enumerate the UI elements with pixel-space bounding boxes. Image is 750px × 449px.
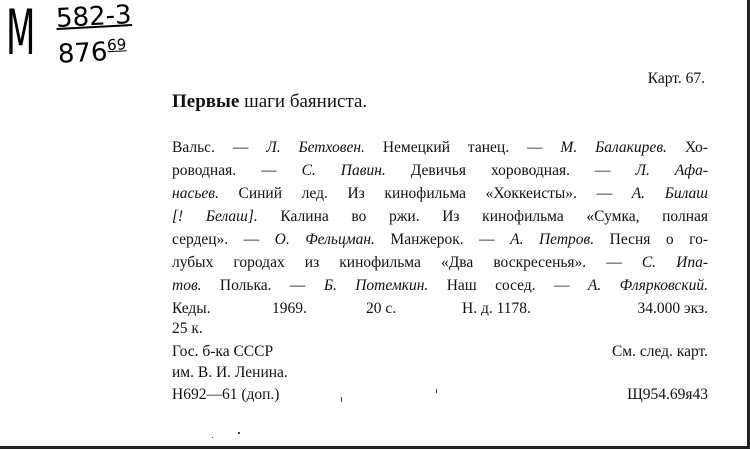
print-speck [341,397,342,402]
footer-line-2 [172,362,708,384]
contents-line: [! Белаш]. Калина во ржи. Из кинофильма «Сумка, полная [172,208,708,225]
imprint-year: 1969. [272,300,307,317]
title-rest: шаги баяниста. [239,91,368,112]
contents-line: тов. Полька. — Б. Потемкин. Наш сосед. — А. Фляpковский. [172,277,708,294]
title-bold: Первые [172,91,240,112]
card-number: Карт. 67. [647,70,705,87]
contents-line: Вальс. — Л. Бетховен. Немецкий танец. — М. Балакирев. Хо- [172,139,708,156]
print-speck [212,437,213,438]
contents-line: насьев. Синий лед. Из кинофильма «Хоккеисты». — А. Билаш [172,185,708,202]
handwritten-shelf-superscript: 69 [106,35,127,55]
classification-code: Щ954.69я43 [627,386,708,403]
imprint-line [172,298,708,320]
handwritten-shelf-bottom [57,36,127,73]
order-number: Н692—61 (доп.) [172,386,280,403]
imprint-copies: 34.000 экз. [637,300,708,317]
handwritten-letter: M [6,0,36,69]
contents-line: лубых городах из кинофильма «Два воскресенья». — С. Ипа- [172,254,708,271]
imprint-pages: 20 с. [366,300,397,317]
contents-line: сердец». — О. Фельцман. Манжерок. — А. Петров. Песня о го- [172,231,708,248]
library-name-2: им. В. И. Ленина. [172,364,288,381]
print-speck [238,432,240,434]
price-line [172,318,708,340]
handwritten-shelf-top: 582-3 [55,0,133,34]
footer-line-1 [172,341,708,363]
print-speck [436,389,437,393]
see-next-card: См. след. карт. [611,343,708,360]
imprint-price: 25 к. [172,320,203,337]
footer-line-3 [172,384,708,406]
handwritten-shelf-number: 876 [57,37,109,70]
imprint-place: Кеды. [172,300,211,317]
contents-line: роводная. — С. Павин. Девичья хороводная. — Л. Афа- [172,162,708,179]
library-name: Гос. б-ка СССР [172,343,274,360]
imprint-plate: Н. д. 1178. [462,300,531,317]
book-title [172,91,367,113]
